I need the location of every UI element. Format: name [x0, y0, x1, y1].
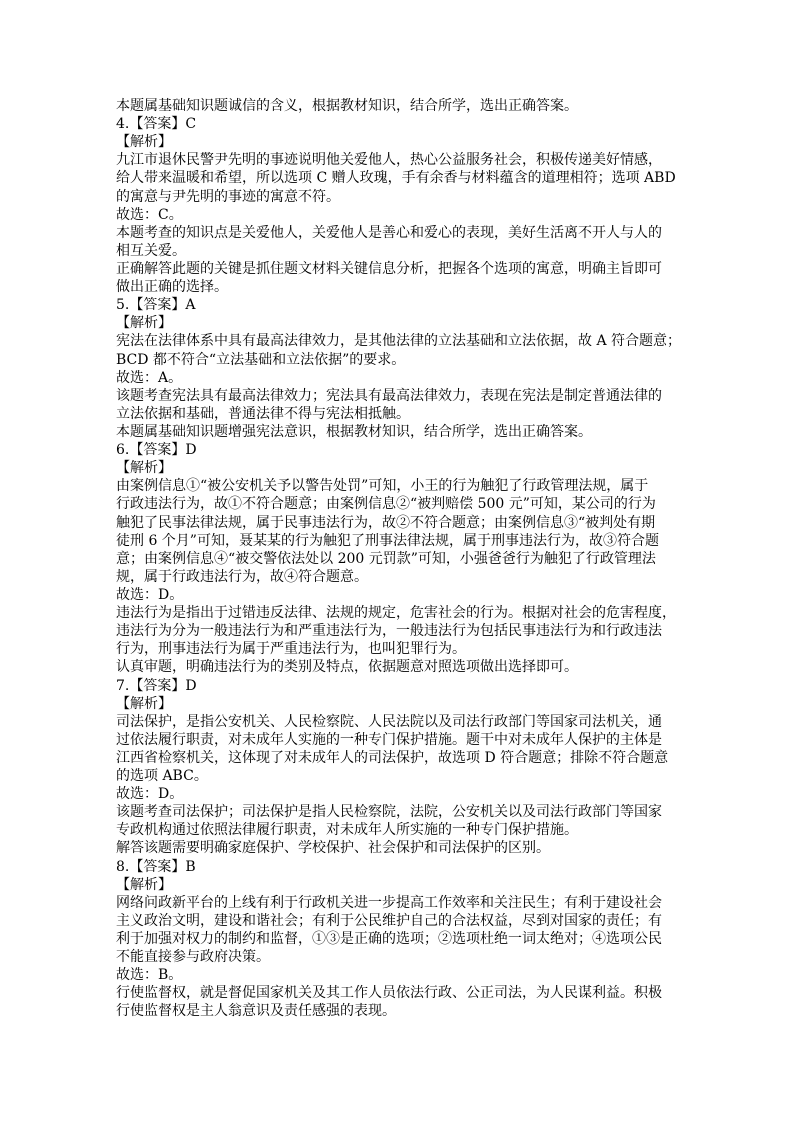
text-line: 行使监督权是主人翁意识及责任感强的表现。 — [116, 1003, 396, 1020]
text-line: 4.【答案】C — [116, 116, 197, 133]
text-line: 由案例信息①“被公安机关予以警告处罚”可知，小王的行为触犯了行政管理法规，属于 — [116, 478, 649, 495]
text-line: 触犯了民事法律法规，属于民事违法行为，故②不符合题意；由案例信息③“被判处有期 — [116, 514, 656, 531]
text-line: 7.【答案】D — [116, 677, 197, 694]
text-line: 该题考查司法保护；司法保护是指人民检察院，法院，公安机关以及司法行政部门等国家 — [116, 804, 662, 821]
text-line: 江西省检察机关，这体现了对未成年人的司法保护，故选项 D 符合题意；排除不符合题意 — [116, 749, 669, 766]
text-line: 故选：D。 — [116, 786, 184, 803]
text-line: 本题属基础知识题诚信的含义，根据教材知识，结合所学，选出正确答案。 — [116, 98, 578, 114]
text-line: BCD 都不符合“立法基础和立法依据”的要求。 — [116, 351, 406, 368]
text-line: 行政违法行为，故①不符合题意；由案例信息②“被判赔偿 500 元”可知，某公司的行为 — [116, 496, 656, 513]
text-line: 8.【答案】B — [116, 858, 196, 875]
text-line: 【解析】 — [116, 695, 172, 712]
text-line: 违法行为分为一般违法行为和严重违法行为，一般违法行为包括民事违法行为和行政违法 — [116, 623, 662, 640]
text-line: 规，属于行政违法行为，故④符合题意。 — [116, 568, 368, 585]
text-line: 本题属基础知识题增强宪法意识，根据教材知识，结合所学，选出正确答案。 — [116, 423, 592, 440]
text-line: 相互关爱。 — [116, 242, 186, 259]
text-line: 故选：B。 — [116, 967, 183, 984]
answer-explanation-text-block — [116, 97, 682, 1021]
text-line: 意；由案例信息④“被交警依法处以 200 元罚款”可知，小强爸爸行为触犯了行政管理法 — [116, 550, 656, 567]
text-line: 故选：D。 — [116, 586, 184, 603]
text-line: 专政机构通过依照法律履行职责，对未成年人所实施的一种专门保护措施。 — [116, 822, 578, 839]
text-line: 行使监督权，就是督促国家机关及其工作人员依法行政、公正司法，为人民谋利益。积极 — [116, 985, 662, 1002]
text-line: 九江市退休民警尹先明的事迹说明他关爱他人，热心公益服务社会，积极传递美好情感， — [116, 152, 662, 169]
text-line: 司法保护，是指公安机关、人民检察院、人民法院以及司法行政部门等国家司法机关，通 — [116, 713, 662, 730]
text-line: 宪法在法律体系中具有最高法律效力，是其他法律的立法基础和立法依据，故 A 符合题意； — [116, 333, 682, 350]
text-line: 违法行为是指出于过错违反法律、法规的规定，危害社会的行为。根据对社会的危害程度， — [116, 605, 676, 622]
text-line: 6.【答案】D — [116, 442, 197, 459]
text-line: 立法依据和基础，普通法律不得与宪法相抵触。 — [116, 405, 410, 422]
text-line: 给人带来温暖和希望，所以选项 C 赠人玫瑰，手有余香与材料蕴含的道理相符；选项 ABD — [116, 170, 676, 187]
text-line: 故选：A。 — [116, 369, 183, 386]
text-line: 行为，刑事违法行为属于严重违法行为，也叫犯罪行为。 — [116, 641, 466, 658]
text-line: 【解析】 — [116, 876, 172, 893]
text-line: 【解析】 — [116, 134, 172, 151]
text-line: 网络问政新平台的上线有利于行政机关进一步提高工作效率和关注民生；有利于建设社会 — [116, 894, 662, 911]
text-line: 【解析】 — [116, 315, 172, 332]
text-line: 该题考查宪法具有最高法律效力；宪法具有最高法律效力，表现在宪法是制定普通法律的 — [116, 387, 662, 404]
text-line: 解答该题需要明确家庭保护、学校保护、社会保护和司法保护的区别。 — [116, 840, 550, 857]
text-line: 5.【答案】A — [116, 297, 196, 314]
text-line: 故选：C。 — [116, 206, 183, 223]
text-line: 认真审题，明确违法行为的类别及特点，依据题意对照选项做出选择即可。 — [116, 659, 578, 676]
text-line: 徒刑 6 个月”可知，聂某某的行为触犯了刑事法律法规，属于刑事违法行为，故③符合题 — [116, 532, 659, 549]
text-line: 做出正确的选择。 — [116, 279, 228, 296]
text-line: 的选项 ABC。 — [116, 768, 208, 785]
text-line: 的寓意与尹先明的事迹的寓意不符。 — [116, 188, 340, 205]
text-line: 过依法履行职责，对未成年人实施的一种专门保护措施。题干中对未成年人保护的主体是 — [116, 731, 662, 748]
text-line: 【解析】 — [116, 460, 172, 477]
text-line: 利于加强对权力的制约和监督，①③是正确的选项；②选项杜绝一词太绝对；④选项公民 — [116, 931, 662, 948]
text-line: 主义政治文明，建设和谐社会；有利于公民维护自己的合法权益，尽到对国家的责任；有 — [116, 912, 662, 929]
text-line: 正确解答此题的关键是抓住题文材料关键信息分析，把握各个选项的寓意，明确主旨即可 — [116, 260, 662, 277]
text-line: 不能直接参与政府决策。 — [116, 949, 270, 966]
text-line: 本题考查的知识点是关爱他人，关爱他人是善心和爱心的表现，美好生活离不开人与人的 — [116, 224, 662, 241]
